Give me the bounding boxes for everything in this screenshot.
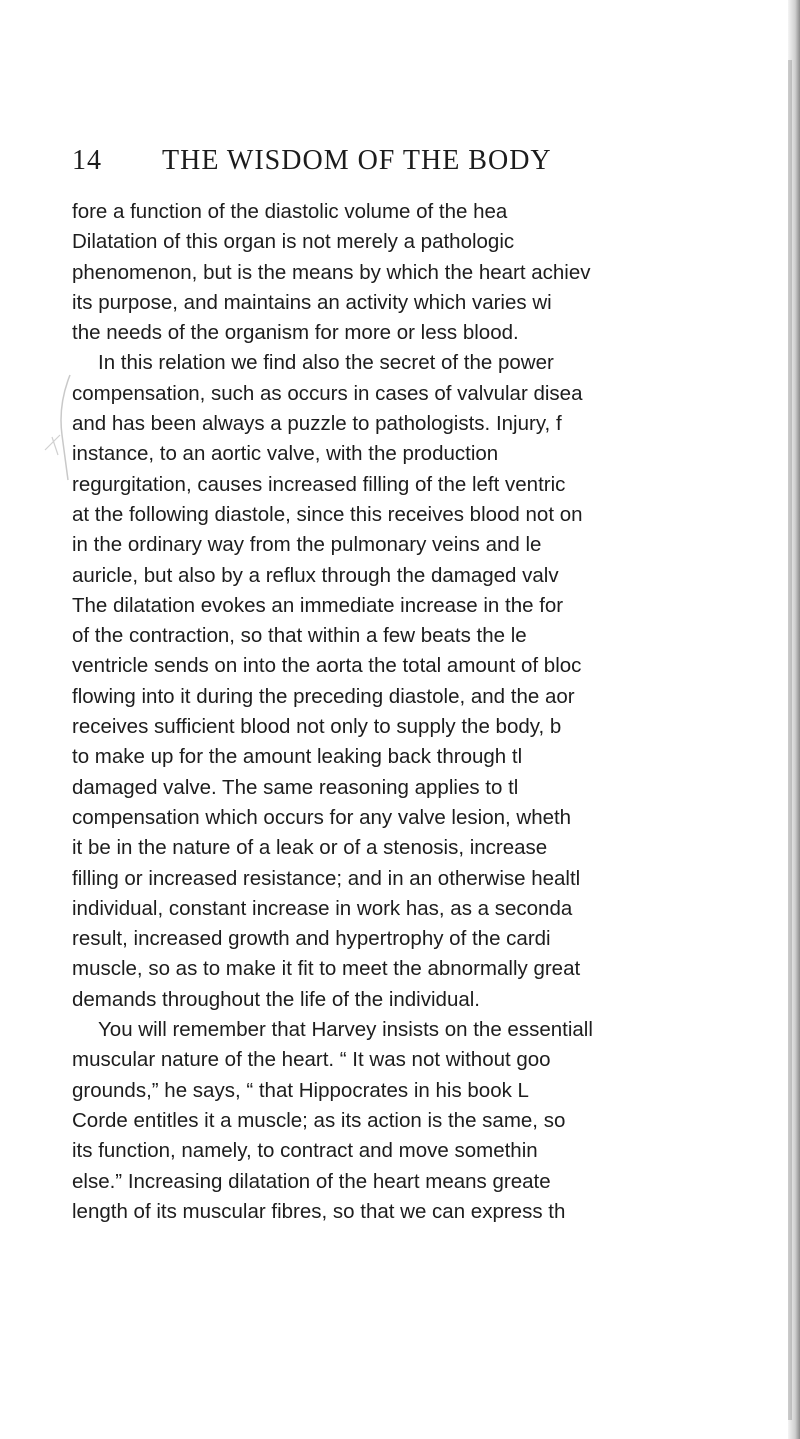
text-line: compensation, such as occurs in cases of valvular disea: [72, 381, 583, 405]
running-title: THE WISDOM OF THE BODY: [162, 145, 552, 176]
body-text: [72, 197, 800, 1227]
text-line: individual, constant increase in work has, as a seconda: [72, 896, 573, 920]
text-line: muscular nature of the heart. “ It was not without goo: [72, 1048, 551, 1072]
text-line: The dilatation evokes an immediate increase in the for: [72, 593, 564, 617]
text-line: and has been always a puzzle to pathologists. Injury, f: [72, 412, 562, 436]
text-line: length of its muscular fibres, so that we can express th: [72, 1199, 566, 1223]
text-line: Corde entitles it a muscle; as its action is the same, so: [72, 1108, 566, 1132]
text-line: grounds,” he says, “ that Hippocrates in his book L: [72, 1078, 529, 1102]
text-line: in the ordinary way from the pulmonary veins and le: [72, 533, 542, 557]
text-line: its purpose, and maintains an activity which varies wi: [72, 290, 552, 314]
text-line: to make up for the amount leaking back through tl: [72, 745, 523, 769]
text-line: ventricle sends on into the aorta the total amount of bloc: [72, 654, 582, 678]
page-number: 14: [72, 145, 102, 176]
text-line: demands throughout the life of the individual.: [72, 987, 480, 1011]
text-line: instance, to an aortic valve, with the production: [72, 442, 499, 466]
text-line: of the contraction, so that within a few beats the le: [72, 624, 527, 648]
text-line: it be in the nature of a leak or of a stenosis, increase: [72, 836, 548, 860]
text-line: result, increased growth and hypertrophy of the cardi: [72, 927, 551, 951]
text-line: muscle, so as to make it fit to meet the abnormally great: [72, 957, 581, 981]
text-line: phenomenon, but is the means by which the heart achiev: [72, 260, 591, 284]
text-line: its function, namely, to contract and move somethin: [72, 1139, 538, 1163]
text-line: auricle, but also by a reflux through the damaged valv: [72, 563, 559, 587]
text-line: receives sufficient blood not only to supply the body, b: [72, 715, 562, 739]
text-line: In this relation we find also the secret of the power: [98, 351, 554, 375]
page-edge-shadow: [788, 60, 792, 1420]
text-line: the needs of the organism for more or less blood.: [72, 321, 519, 345]
text-line: flowing into it during the preceding diastole, and the aor: [72, 684, 575, 708]
text-line: else.” Increasing dilatation of the heart means greate: [72, 1169, 551, 1193]
text-line: at the following diastole, since this receives blood not on: [72, 502, 583, 526]
running-header: [72, 145, 780, 177]
text-line: Dilatation of this organ is not merely a pathologic: [72, 230, 515, 254]
text-line: compensation which occurs for any valve lesion, wheth: [72, 805, 572, 829]
text-line: You will remember that Harvey insists on the essentiall: [98, 1018, 593, 1042]
text-line: regurgitation, causes increased filling of the left ventric: [72, 472, 566, 496]
text-line: damaged valve. The same reasoning applies to tl: [72, 775, 519, 799]
text-line: filling or increased resistance; and in an otherwise healtl: [72, 866, 581, 890]
text-line: fore a function of the diastolic volume of the hea: [72, 200, 508, 223]
